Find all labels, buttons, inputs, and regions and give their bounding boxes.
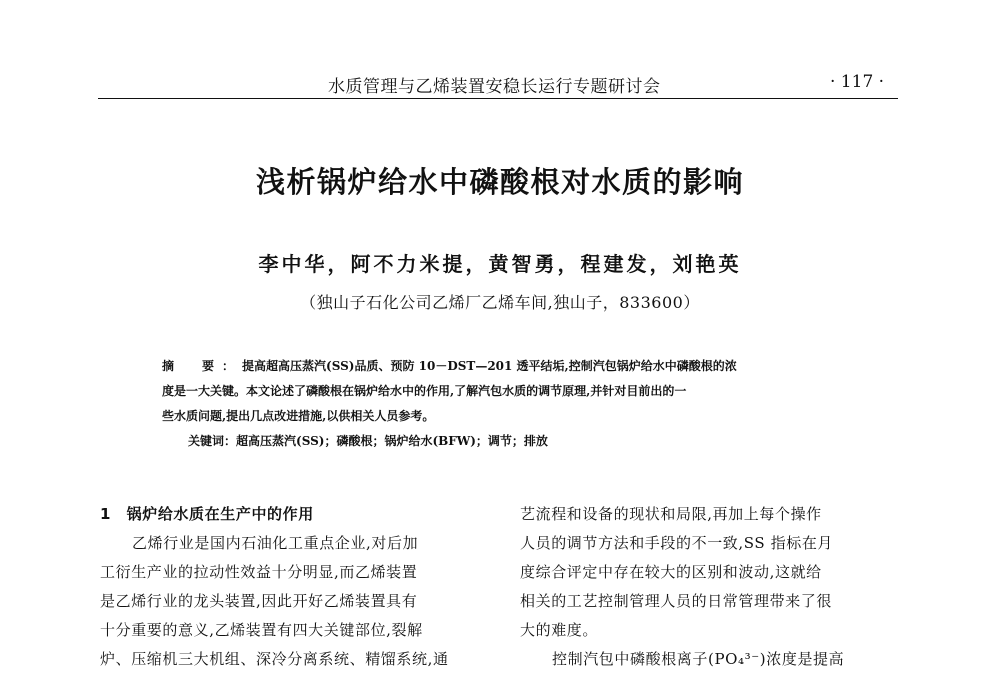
journal-title: 水质管理与乙烯装置安稳长运行专题研讨会 [328, 77, 661, 97]
abstract-line-3: 些水质问题,提出几点改进措施,以供相关人员参考。 [162, 409, 435, 423]
body-line: 人员的调节方法和手段的不一致,SS 指标在月 [520, 534, 834, 552]
body-line: 乙烯行业是国内石油化工重点企业,对后加 [132, 534, 419, 552]
body-line: 度综合评定中存在较大的区别和波动,这就给 [520, 563, 822, 581]
body-line: 相关的工艺控制管理人员的日常管理带来了很 [520, 592, 833, 610]
keywords-line [162, 429, 862, 454]
abstract [162, 354, 862, 454]
article-title: 浅析锅炉给水中磷酸根对水质的影响 [255, 165, 744, 199]
affiliation: （独山子石化公司乙烯厂乙烯车间,独山子，833600） [300, 293, 700, 312]
page-number: · 117 · [830, 72, 885, 92]
keywords-label: 关键词： [188, 434, 237, 448]
body-line: 大的难度。 [520, 621, 599, 639]
abstract-line-2: 度是一大关键。本文论述了磷酸根在锅炉给水中的作用,了解汽包水质的调节原理,并针对目前出的一 [162, 384, 687, 398]
body-line: 是乙烯行业的龙头装置,因此开好乙烯装置具有 [100, 592, 418, 610]
body-line: 艺流程和设备的现状和局限,再加上每个操作 [520, 505, 822, 523]
abstract-text-1: 提高超高压蒸汽(SS)品质、预防 10－DST—201 透平结垢,控制汽包锅炉给水中磷酸根的浓 [242, 359, 737, 373]
running-header [0, 72, 1000, 98]
left-column [100, 500, 482, 674]
right-column [520, 500, 902, 674]
keywords: 超高压蒸汽(SS)；磷酸根；锅炉给水(BFW)；调节；排放 [236, 434, 548, 448]
body-line: 十分重要的意义,乙烯装置有四大关键部位,裂解 [100, 621, 423, 639]
section-1-heading: 1 锅炉给水质在生产中的作用 [100, 505, 314, 523]
body-line: 炉、压缩机三大机组、深冷分离系统、精馏系统,通 [100, 650, 449, 668]
authors: 李中华，阿不力米提，黄智勇，程建发，刘艳英 [258, 252, 742, 276]
body-line: 控制汽包中磷酸根离子(PO₄³⁻)浓度是提高 [552, 650, 845, 668]
body-line: 工衍生产业的拉动性效益十分明显,而乙烯装置 [100, 563, 418, 581]
abstract-line-1 [162, 354, 862, 379]
header-rule [98, 98, 898, 99]
abstract-label: 摘 要： [162, 359, 243, 373]
